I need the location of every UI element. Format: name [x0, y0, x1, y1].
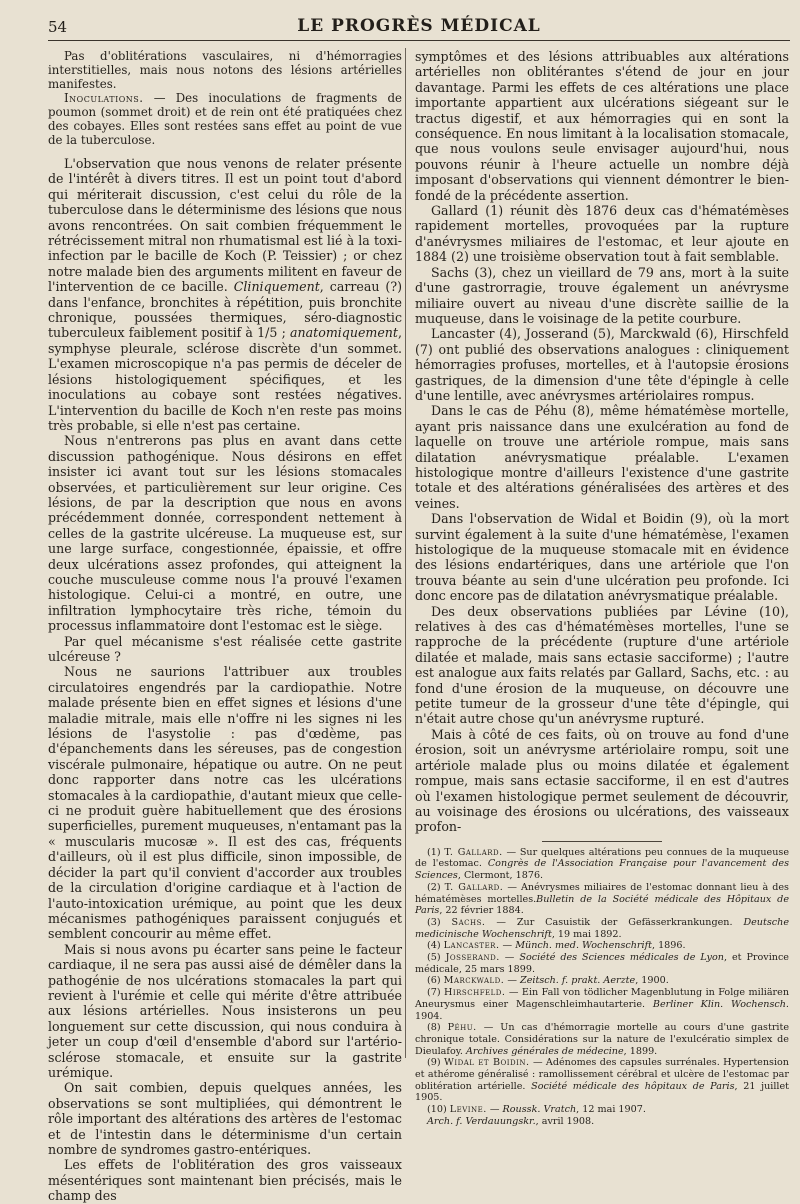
paragraph-observation-b: , carreau (?) dans l'enfance, bronchites à répétition, puis bronchite chronique, poussées thermiques, séro-diagnostic tuberculeux faiblement positif à 1/5 ;: [48, 279, 403, 341]
footnote-author: T. Gallard.: [444, 881, 504, 893]
footnote-tail: , et Province médicale, 25 mars 1899.: [415, 952, 789, 975]
paragraph-sachs: Sachs (3), chez un vieillard de 79 ans, mort à la suite d'une gastrorragie, trouve également un anévrysme miliaire ouvert au niveau d'une discrète saillie de la muqueuse, dans le voisinage de la petite courbure.: [415, 264, 789, 326]
footnote-tail: , 22 février 1884.: [439, 905, 524, 917]
footnote-author: Hirschfeld.: [444, 987, 506, 999]
inoculations-label: Inoculations.: [64, 91, 144, 105]
footnote-tail: , 1896.: [651, 940, 686, 952]
paragraph-discussion: Nous n'entrerons pas plus en avant dans cette discussion pathogénique. Nous désirons en effet insister ici avant tout sur les lésions stomacales observées, et particulièrement sur leur origine. Ces lésions, de par la description que nous en avons précédemment donnée, correspondent nettement à celles de la gastrite ulcéreuse. La muqueuse est, sur une large surface, congestionnée, épaissie, et offre deux ulcérations assez profondes, qui atteignent la couche musculeuse comme nous l'a prouvé l'examen histologique. Celui-ci a montré, en outre, une infiltration lymphocytaire très riche, témoin du processus inflammatoire dont l'estomac est le siège.: [48, 433, 402, 634]
right-column: [415, 49, 789, 1128]
paragraph-cardiopathie: Nous ne saurions l'attribuer aux troubles circulatoires engendrés par la cardiopathie. Notre malade présente bien en effet signes et lésions d'une maladie mitrale, mais elle n'offre ni les signes ni les lésions de l'asystolie : pas d'œdème, pas d'épanchements dans les séreuses, pas de congestion viscérale pulmonaire, hépatique ou autre. On ne peut donc rapporter dans notre cas les ulcérations stomacales à la cardiopathie, d'autant mieux que celle-ci ne produit guère habituellement que des érosions superficielles, purement muqueuses, n'entamant pas la « muscularis mucosæ ». Il est des cas, fréquents d'ailleurs, où il est plus difficile, sinon impossible, de décider la part qu'il convient d'accorder aux troubles de la circulation d'origine cardiaque et à l'action de l'auto-intoxication urémique, au point que les deux mécanismes pathogéniques paraissent conjugués et semblent concourir au même effet.: [48, 664, 402, 942]
page-number: 54: [48, 18, 68, 36]
footnote-author: Sachs.: [451, 916, 486, 928]
footnote: [415, 940, 789, 952]
footnote-author: Levine.: [449, 1104, 487, 1116]
footnote-text: —: [499, 940, 516, 952]
footnote-text: —: [504, 975, 521, 987]
left-column: [48, 49, 402, 1204]
footnote-author: Marckwald.: [443, 975, 505, 987]
footnote-tail: , 21 juillet 1905.: [415, 1080, 789, 1104]
footnote-source: Bulletin de la Société médicale des Hôpitaux de Paris: [415, 893, 789, 917]
footnote-number: (3): [427, 916, 452, 928]
footnote-source: Roussk. Vratch: [502, 1104, 577, 1116]
paragraph-widal: Dans l'observation de Widal et Boidin (9), où la mort survint également à la suite d'une hématémèse, l'examen histologique de la muqueuse stomacale mit en évidence des lésions endartériques, dans une artériole que l'on trouva béante au sein d'une ulcération peu profonde. Ici donc encore pas de dilatation anévrysmatique préalable.: [415, 511, 789, 604]
paragraph-symptomes: symptômes et des lésions attribuables aux altérations artérielles non oblitérantes s'étend de jour en jour davantage. Parmi les effets de ces altérations une place importante appartient aux ulcérations siégeant sur le tractus digestif, et aux hémorragies qui en sont la conséquence. En nous limitant à la localisation stomacale, que nous voulons seule envisager aujourd'hui, nous pouvons réunir à l'heure actuelle un nombre déjà imposant d'observations qui viennent démontrer le bien-fondé de la précédente assertion.: [415, 49, 789, 203]
footnote: [415, 882, 789, 917]
footnote-number: (6): [427, 975, 444, 987]
footnote: [415, 952, 789, 975]
footnote: [415, 1022, 789, 1057]
paragraph-levine: Des deux observations publiées par Lévine (10), relatives à des cas d'hématémèses mortelles, l'une se rapproche de la précédente (rupture d'une artériole dilatée et malade, mais sans ectasie sacciforme) ; l'autre est analogue aux faits relatés par Gallard, Sachs, etc. : au fond d'une érosion de la muqueuse, on découvre une petite tumeur de la grosseur d'une tête d'épingle, qui n'était autre chose qu'un anévrysme rupturé.: [415, 603, 789, 727]
footnote: [415, 847, 789, 882]
footnotes: [415, 847, 789, 1128]
journal-title: LE PROGRÈS MÉDICAL: [297, 16, 541, 36]
intro-paragraph: Pas d'oblitérations vasculaires, ni d'hémorragies interstitielles, mais nous notons des lésions artérielles manifestes.: [48, 49, 402, 91]
footnote-text: — Sur quelques altérations peu connues de la muqueuse de l'estomac.: [415, 846, 789, 870]
paragraph-question: Par quel mécanisme s'est réalisée cette gastrite ulcéreuse ?: [48, 633, 402, 664]
paragraph-observation-anat: anatomiquement: [290, 325, 398, 341]
footnote-source: Archives générales de médecine: [465, 1045, 624, 1057]
footnote-text: — Anévrysmes miliaires de l'estomac donnant lieu à des hématémèses mortelles.: [415, 881, 789, 905]
footnote-tail: , 19 mai 1892.: [551, 928, 622, 940]
footnote-tail: , avril 1908.: [535, 1115, 595, 1127]
footnote: [415, 917, 789, 940]
page-header: [48, 14, 790, 40]
footnote-number: (9): [427, 1057, 444, 1069]
paragraph-observations: On sait combien, depuis quelques années, les observations se sont multipliées, qui démontrent le rôle important des altérations des artères de l'estomac et de l'intestin dans le déterminisme d'un certain nombre de syndromes gastro-entériques.: [48, 1080, 402, 1157]
paragraph-erosion: Mais à côté de ces faits, où on trouve au fond d'une érosion, soit un anévrysme artériolaire rompu, soit une artériole malade plus ou moins dilatée et également rompue, mais sans ectasie sacciforme, il en est d'autres où l'examen histologique permet seulement de découvrir, au voisinage des érosions ou ulcérations, des vaisseaux profon-: [415, 726, 789, 835]
paragraph-observation-c: , symphyse pleurale, sclérose discrète d'un sommet. L'examen microscopique n'a pas permis de déceler de lésions histologiquement spécifiques, et les inoculations au cobaye sont restées négatives. L'intervention du bacille de Koch n'en reste pas moins très probable, si elle n'est pas certaine.: [48, 325, 402, 433]
paragraph-lancaster: Lancaster (4), Josserand (5), Marckwald (6), Hirschfeld (7) ont publié des observations analogues : cliniquement hémorragies profuses, mortelles, et à l'autopsie érosions gastriques, de la dimension d'une tête d'épingle à celle d'une lentille, avec anévrysmes artériolaires rompus.: [415, 326, 789, 403]
footnote-rule: [542, 841, 662, 842]
footnote-number: (7): [427, 987, 445, 999]
footnote: [415, 1104, 789, 1116]
footnote: [415, 1116, 789, 1128]
paragraph-observation: [48, 156, 402, 433]
footnote-text: — Zur Casuistik der Gefässerkrankungen.: [485, 916, 744, 928]
footnote-author: Widal et Boidin.: [443, 1057, 530, 1069]
paragraph-observation-a: L'observation que nous venons de relater présente de l'intérêt à divers titres. Il est un point tout d'abord qui mériterait discussion, c'est celui du rôle de la tuberculose dans le déterminisme des lésions que nous avons rencontrées. On sait combien fréquemment le rétrécissement mitral non rhumatismal est lié à la toxi-infection par le bacille de Koch (P. Teissier) ; or chez notre malade bien des arguments militent en faveur de l'intervention de ce bacille.: [48, 156, 402, 295]
footnote-source: Deutsche medicinische Wochenschrift: [415, 916, 789, 940]
footnote-tail: , Clermont, 1876.: [457, 870, 544, 882]
footnote-tail: , 1899.: [623, 1045, 658, 1057]
footnote-number: (1): [427, 846, 445, 858]
inoculations-paragraph: [48, 91, 402, 147]
footnote-number: (5): [427, 952, 446, 964]
footnote-source: Société médicale des hôpitaux de Paris: [531, 1080, 735, 1092]
footnote-author: Josserand.: [445, 952, 500, 964]
footnote: [415, 975, 789, 987]
footnote-source: Berliner Klin. Wochensch: [652, 998, 786, 1010]
footnote-tail: , 1900.: [635, 975, 669, 987]
header-rule: [48, 40, 790, 41]
footnote-source: Congrès de l'Association Française pour l'avancement des Sciences: [415, 858, 789, 882]
paragraph-mesenteriques: Les effets de l'oblitération des gros vaisseaux mésentériques sont maintenant bien précisés, mais le champ des: [48, 1157, 402, 1204]
footnote-number: (4): [427, 940, 444, 952]
paragraph-pehu: Dans le cas de Péhu (8), même hématémèse mortelle, ayant pris naissance dans une exulcération au fond de laquelle on trouve une artériole rompue, mais sans dilatation anévrysmatique préalable. L'examen histologique montre d'ailleurs l'existence d'une gastrite totale et des altérations généralisées des artères et des veines.: [415, 403, 789, 511]
footnote-text: — Un cas d'hémorragie mortelle au cours d'une gastrite chronique totale. Considérations sur la nature de l'exulcératio simplex de Dieulafoy.: [415, 1022, 790, 1057]
footnote-number: (10): [427, 1104, 450, 1116]
footnote-tail: , 12 mai 1907.: [576, 1104, 646, 1116]
footnote-author: T. Gallard.: [444, 846, 503, 858]
footnote-text: — Ein Fall von tödlicher Magenblutung in Folge miliären Aneurysmus einer Magenschleimhautarterie.: [415, 987, 789, 1010]
paragraph-observation-clin: Cliniquement: [233, 279, 320, 295]
column-divider: [405, 48, 406, 1058]
paragraph-uremie: Mais si nous avons pu écarter sans peine le facteur cardiaque, il ne sera pas aussi aisé de démêler dans la pathogénie de nos ulcérations stomacales la part qui revient à l'urémie et celle qui mérite d'être attribuée aux lésions artérielles. Nous insisterons un peu longuement sur cette discussion, qui nous conduira à jeter un coup d'œil d'ensemble d'abord sur l'artério-sclérose stomacale, et ensuite sur la gastrite urémique.: [48, 941, 402, 1080]
footnote-author: Lancaster.: [443, 940, 500, 952]
footnote-source: Münch. med. Wochenschrift: [515, 940, 652, 952]
footnote-text: —: [486, 1104, 503, 1116]
footnote-source: Zeitsch. f. prakt. Aerzte: [520, 975, 636, 987]
footnote-text: —: [499, 952, 520, 964]
footnote-tail: . 1904.: [415, 998, 789, 1022]
inoculations-text: — Des inoculations de fragments de poumon (sommet droit) et de rein ont été pratiquées chez des cobayes. Elles sont restées sans effet au point de vue de la tuberculose.: [48, 91, 402, 147]
footnote-source: Société des Sciences médicales de Lyon: [519, 952, 724, 964]
footnote-number: (2): [427, 881, 445, 893]
footnote: [415, 1057, 789, 1104]
footnote-number: (8): [427, 1022, 448, 1034]
footnote: [415, 987, 789, 1022]
footnote-text: — Adénomes des capsules surrénales. Hypertension et athérome généralisé : ramollissement cérébral et ulcère de l'estomac par oblitération artérielle.: [415, 1057, 789, 1092]
footnote-author: Péhu.: [447, 1022, 477, 1034]
paragraph-gallard: Gallard (1) réunit dès 1876 deux cas d'hématémèses rapidement mortelles, provoquées par la rupture d'anévrysmes miliaires de l'estomac, et leur ajoute en 1884 (2) une troisième observation tout à fait semblable.: [415, 203, 789, 265]
footnote-source: Arch. f. Verdauungskr.: [427, 1115, 536, 1127]
